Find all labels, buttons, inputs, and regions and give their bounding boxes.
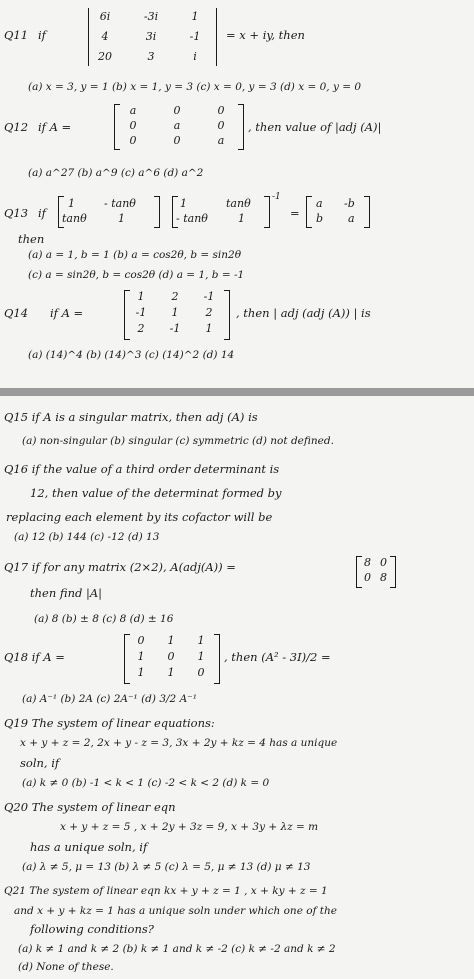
- q13-m2-cell: 1: [238, 212, 245, 225]
- q12-cell: a: [173, 119, 181, 132]
- q19-question-line3: soln, if: [20, 756, 60, 770]
- q21-options-row2: (d) None of these.: [18, 961, 114, 973]
- q13-m1-cell: - tanθ: [104, 197, 136, 210]
- q21-options-row1: (a) k ≠ 1 and k ≠ 2 (b) k ≠ 1 and k ≠ -2 (c) k ≠ -2 and k ≠ 2: [18, 943, 336, 955]
- q13-number: Q13: [4, 206, 29, 220]
- q19-question: Q19 The system of linear equations:: [4, 716, 215, 730]
- q17-bracket-left: [356, 556, 362, 588]
- q13-if: if: [38, 206, 46, 220]
- q13-equals: =: [290, 206, 300, 220]
- q17-cell: 8: [380, 571, 387, 584]
- q18-cell: 0: [197, 666, 205, 679]
- q18-cell: 0: [137, 634, 145, 647]
- q17-bracket-right: [390, 556, 396, 588]
- q11-cell: 1: [191, 10, 199, 23]
- q12-options: (a) a^27 (b) a^9 (c) a^6 (d) a^2: [28, 167, 204, 179]
- q20-equations: x + y + z = 5 , x + 2y + 3z = 9, x + 3y + λz = m: [60, 821, 319, 833]
- q17-cell: 0: [380, 556, 387, 569]
- q12-cell: 0: [217, 104, 225, 117]
- q16-options: (a) 12 (b) 144 (c) -12 (d) 13: [14, 531, 160, 543]
- q15-options: (a) non-singular (b) singular (c) symmetric (d) not defined.: [22, 435, 334, 447]
- q12-cell: a: [217, 134, 225, 147]
- q11-cell: 6i: [99, 10, 111, 23]
- q18-rhs: , then (A² - 3I)/2 =: [224, 650, 331, 664]
- worksheet-page-1: [0, 0, 474, 388]
- q11-cell: 3: [147, 50, 155, 63]
- q11-options: (a) x = 3, y = 1 (b) x = 1, y = 3 (c) x = 0, y = 3 (d) x = 0, y = 0: [28, 81, 362, 93]
- q17-options: (a) 8 (b) ± 8 (c) 8 (d) ± 16: [34, 613, 174, 625]
- q12-cell: 0: [129, 119, 137, 132]
- q13-m2-cell: 1: [180, 197, 187, 210]
- q17-cell: 0: [364, 571, 371, 584]
- q19-options: (a) k ≠ 0 (b) -1 < k < 1 (c) -2 < k < 2 (d) k = 0: [22, 777, 270, 789]
- q11-cell: -1: [189, 30, 201, 43]
- q13-options-row1: (a) a = 1, b = 1 (b) a = cos2θ, b = sin2θ: [28, 249, 242, 261]
- q12-cell: a: [129, 104, 137, 117]
- q14-cell: 2: [205, 306, 213, 319]
- q18-cell: 1: [197, 650, 205, 663]
- worksheet-page-2: [0, 396, 474, 979]
- q18-cell: 1: [197, 634, 205, 647]
- q11-if: if: [38, 28, 46, 42]
- q13-inverse-exponent: -1: [272, 192, 281, 202]
- q20-question-line3: has a unique soln, if: [30, 840, 148, 854]
- q12-cell: 0: [173, 104, 181, 117]
- q12-cell: 0: [173, 134, 181, 147]
- q20-question: Q20 The system of linear eqn: [4, 800, 176, 814]
- q13-m2-cell: tanθ: [226, 197, 251, 210]
- q18-bracket-right: [214, 634, 220, 684]
- q18-cell: 1: [137, 666, 145, 679]
- q12-if: if A =: [38, 120, 72, 134]
- q14-cell: -1: [135, 306, 147, 319]
- q17-question: Q17 if for any matrix (2×2), A(adj(A)) =: [4, 560, 236, 574]
- q12-cell: 0: [217, 119, 225, 132]
- q11-number: Q11: [4, 28, 29, 42]
- q11-cell: 4: [101, 30, 109, 43]
- q15-question: Q15 if A is a singular matrix, then adj (A) is: [4, 410, 258, 424]
- q13-m1-cell: 1: [118, 212, 125, 225]
- q18-cell: 1: [167, 634, 175, 647]
- q14-cell: 2: [171, 290, 179, 303]
- q11-rhs: = x + iy, then: [226, 28, 305, 42]
- q21-question-line3: following conditions?: [30, 922, 154, 936]
- q21-question-line1: Q21 The system of linear eqn kx + y + z = 1 , x + ky + z = 1: [4, 885, 328, 897]
- q14-if: if A =: [50, 306, 84, 320]
- q13-then: then: [18, 232, 45, 246]
- q11-cell: 3i: [145, 30, 157, 43]
- q13-m3-cell: a: [348, 212, 355, 225]
- q20-options: (a) λ ≠ 5, μ = 13 (b) λ ≠ 5 (c) λ = 5, μ ≠ 13 (d) μ ≠ 13: [22, 861, 311, 873]
- q16-question-line1: Q16 if the value of a third order determinant is: [4, 462, 280, 476]
- q12-cell: 0: [129, 134, 137, 147]
- q14-cell: 1: [137, 290, 145, 303]
- q13-m1-cell: 1: [68, 197, 75, 210]
- q13-m2-bracket-right: [264, 196, 270, 228]
- q13-m3-cell: a: [316, 197, 323, 210]
- q11-det-bar-left: [88, 8, 89, 66]
- q19-equations: x + y + z = 2, 2x + y - z = 3, 3x + 2y + kz = 4 has a unique: [20, 737, 338, 749]
- q13-options-row2: (c) a = sin2θ, b = cos2θ (d) a = 1, b = -1: [28, 269, 245, 281]
- q11-det-bar-right: [216, 8, 217, 66]
- q16-question-line3: replacing each element by its cofactor will be: [6, 510, 273, 524]
- q12-rhs: , then value of |adj (A)|: [248, 120, 382, 134]
- q18-cell: 1: [167, 666, 175, 679]
- q16-question-line2: 12, then value of the determinat formed by: [30, 486, 282, 500]
- q14-number: Q14: [4, 306, 29, 320]
- q14-cell: -1: [169, 322, 181, 335]
- q13-m3-cell: b: [316, 212, 324, 225]
- q13-m2-cell: - tanθ: [176, 212, 208, 225]
- q13-m3-bracket-left: [306, 196, 312, 228]
- q14-cell: 1: [171, 306, 179, 319]
- q14-bracket-right: [224, 290, 230, 340]
- q12-bracket-right: [238, 104, 244, 150]
- q18-question: Q18 if A =: [4, 650, 65, 664]
- q13-m1-bracket-right: [154, 196, 160, 228]
- q11-cell: i: [193, 50, 197, 63]
- q11-cell: 20: [98, 50, 112, 63]
- q13-m1-cell: tanθ: [62, 212, 87, 225]
- q11-cell: -3i: [143, 10, 159, 23]
- q14-cell: 1: [205, 322, 213, 335]
- q14-options: (a) (14)^4 (b) (14)^3 (c) (14)^2 (d) 14: [28, 349, 235, 361]
- q14-cell: -1: [203, 290, 215, 303]
- q12-number: Q12: [4, 120, 29, 134]
- q14-rhs: , then | adj (adj (A)) | is: [236, 306, 371, 320]
- q17-question-line2: then find |A|: [30, 586, 103, 600]
- q17-cell: 8: [364, 556, 371, 569]
- q14-cell: 2: [137, 322, 145, 335]
- q13-m3-bracket-right: [364, 196, 370, 228]
- q21-question-line2: and x + y + kz = 1 has a unique soln under which one of the: [14, 905, 337, 917]
- q13-m3-cell: -b: [344, 197, 355, 210]
- q18-cell: 1: [137, 650, 145, 663]
- q18-options: (a) A⁻¹ (b) 2A (c) 2A⁻¹ (d) 3/2 A⁻¹: [22, 693, 197, 705]
- q12-bracket-left: [114, 104, 120, 150]
- q18-cell: 0: [167, 650, 175, 663]
